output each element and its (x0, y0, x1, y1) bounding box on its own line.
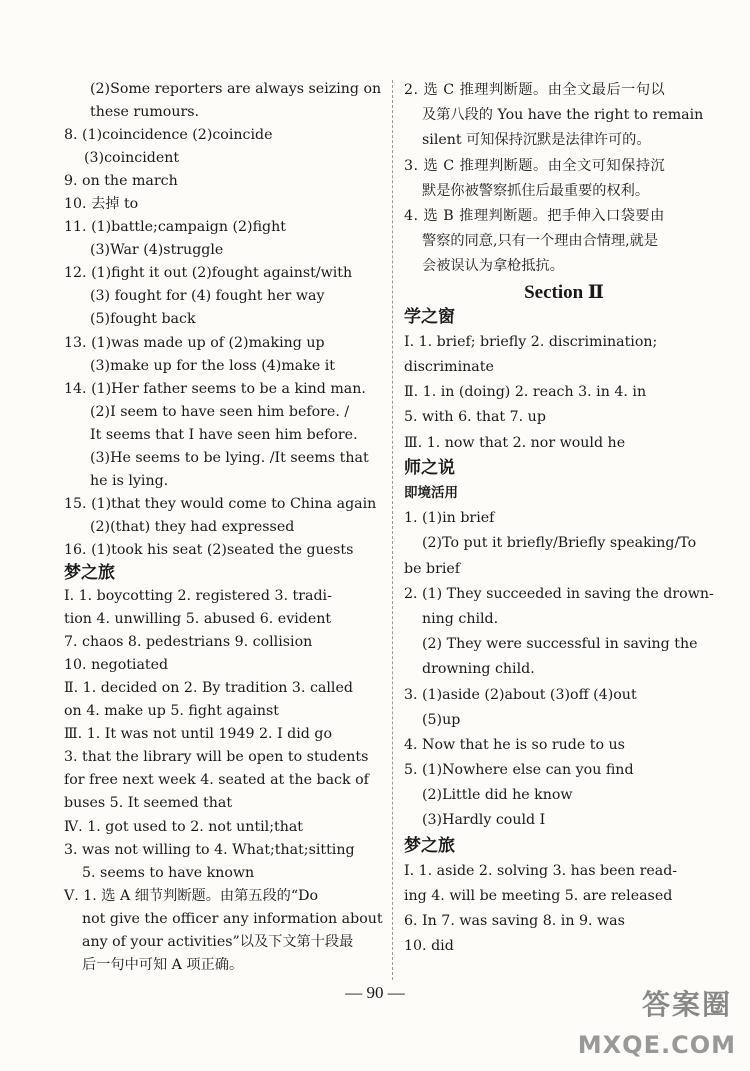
page-number: — 90 — (345, 983, 405, 1002)
answer-line: (5)up (422, 711, 461, 728)
answer-line: he is lying. (90, 472, 169, 489)
answer-line: silent 可知保持沉默是法律许可的。 (422, 132, 651, 149)
left-column (64, 78, 382, 977)
answer-line: 会被误认为拿枪抵抗。 (422, 258, 564, 275)
answer-line: 13. (1)was made up of (2)making up (64, 334, 325, 351)
section-heading: Section Ⅱ (524, 281, 604, 303)
answer-line: for free next week 4. seated at the back of (64, 772, 369, 789)
section-heading: 梦之旅 (64, 562, 115, 583)
answer-line: any of your activities”以及下文第十段最 (82, 933, 354, 950)
answer-line: 1. (1)in brief (404, 510, 495, 527)
answer-line: drowning child. (422, 661, 535, 678)
answer-line: (2)I seem to have seen him before. / (90, 403, 350, 420)
right-column (404, 78, 724, 960)
answer-line: 16. (1)took his seat (2)seated the guests (64, 541, 354, 558)
answer-line: (3)He seems to be lying. /It seems that (90, 449, 369, 466)
column-divider (392, 80, 393, 980)
answer-line: 2. 选 C 推理判断题。由全文最后一句以 (404, 82, 666, 98)
answer-line: Ⅴ. 1. 选 A 细节判断题。由第五段的“Do (64, 887, 318, 904)
answer-line: (3)Hardly could I (422, 812, 546, 829)
answer-line: 3. was not willing to 4. What;that;sitting (64, 841, 355, 858)
answer-line: Ⅰ. 1. aside 2. solving 3. has been read- (404, 862, 678, 879)
answer-line: 3. 选 C 推理判断题。由全文可知保持沉 (404, 157, 666, 174)
answer-line: not give the officer any information about (82, 910, 383, 927)
answer-line: Ⅲ. 1. It was not until 1949 2. I did go (64, 726, 333, 743)
answer-line: be brief (404, 560, 461, 577)
answer-line: 10. 去掉 to (64, 196, 139, 213)
answer-line: tion 4. unwilling 5. abused 6. evident (64, 611, 332, 628)
answer-line: 11. (1)battle;campaign (2)fight (64, 219, 286, 236)
answer-line: (3) fought for (4) fought her way (90, 288, 325, 305)
answer-line: 8. (1)coincidence (2)coincide (64, 127, 273, 144)
answer-line: (3)make up for the loss (4)make it (90, 357, 335, 374)
answer-line: (2)Little did he know (422, 787, 573, 804)
answer-line: on 4. make up 5. fight against (64, 703, 279, 720)
answer-line: Ⅱ. 1. in (doing) 2. reach 3. in 4. in (404, 384, 647, 401)
answer-line: (3)War (4)struggle (90, 242, 224, 259)
answer-line: 7. chaos 8. pedestrians 9. collision (64, 634, 313, 651)
answer-line: It seems that I have seen him before. (90, 426, 358, 443)
watermark-url: MXQE.COM (577, 1031, 736, 1059)
answer-line: ning child. (422, 610, 499, 627)
answer-line: 4. 选 B 推理判断题。把手伸入口袋要由 (404, 207, 665, 224)
answer-line: Ⅳ. 1. got used to 2. not until;that (64, 818, 303, 835)
answer-line: (2) They were successful in saving the (422, 636, 698, 653)
answer-line: 5. seems to have known (82, 864, 255, 881)
watermark-logo-text: 答案圈 (641, 988, 732, 1021)
answer-line: 15. (1)that they would come to China again (64, 495, 377, 512)
answer-line: (3)coincident (84, 150, 180, 167)
answer-line: 5. with 6. that 7. up (404, 409, 546, 426)
answer-line: Ⅲ. 1. now that 2. nor would he (404, 434, 626, 451)
answer-line: 9. on the march (64, 173, 178, 190)
answer-line: discriminate (404, 359, 494, 376)
section-heading: 即境活用 (404, 485, 458, 501)
answer-line: 6. In 7. was saving 8. in 9. was (404, 913, 625, 930)
answer-line: 14. (1)Her father seems to be a kind man. (64, 380, 366, 397)
answer-line: 3. that the library will be open to students (64, 749, 369, 766)
answer-line: 10. did (404, 938, 454, 955)
answer-line: 后一句中可知 A 项正确。 (82, 956, 244, 973)
answer-line: 警察的同意,只有一个理由合情理,就是 (422, 233, 659, 250)
answer-line: 2. (1) They succeeded in saving the drown- (404, 585, 714, 602)
answer-line: buses 5. It seemed that (64, 795, 233, 812)
section-heading: 梦之旅 (404, 835, 455, 856)
answer-line: (2)(that) they had expressed (90, 518, 295, 535)
answer-line: 及第八段的 You have the right to remain (422, 107, 704, 124)
answer-line: 4. Now that he is so rude to us (404, 736, 625, 753)
answer-line: Ⅰ. 1. boycotting 2. registered 3. tradi- (64, 588, 332, 605)
section-heading: 学之窗 (404, 306, 455, 327)
answer-line: (2)Some reporters are always seizing on (90, 81, 382, 97)
answer-line: 默是你被警察抓住后最重要的权利。 (422, 182, 650, 199)
answer-line: (2)To put it briefly/Briefly speaking/To (422, 535, 697, 552)
answer-line: 10. negotiated (64, 657, 169, 674)
answer-line: 3. (1)aside (2)about (3)off (4)out (404, 686, 637, 703)
answer-line: these rumours. (90, 104, 200, 121)
answer-line: (5)fought back (90, 311, 196, 328)
answer-line: 5. (1)Nowhere else can you find (404, 762, 634, 779)
section-heading: 师之说 (404, 457, 455, 478)
answer-line: Ⅰ. 1. brief; briefly 2. discrimination; (404, 333, 658, 350)
answer-line: 12. (1)fight it out (2)fought against/with (64, 265, 353, 282)
answer-line: ing 4. will be meeting 5. are released (404, 888, 673, 904)
answer-line: Ⅱ. 1. decided on 2. By tradition 3. called (64, 680, 353, 697)
